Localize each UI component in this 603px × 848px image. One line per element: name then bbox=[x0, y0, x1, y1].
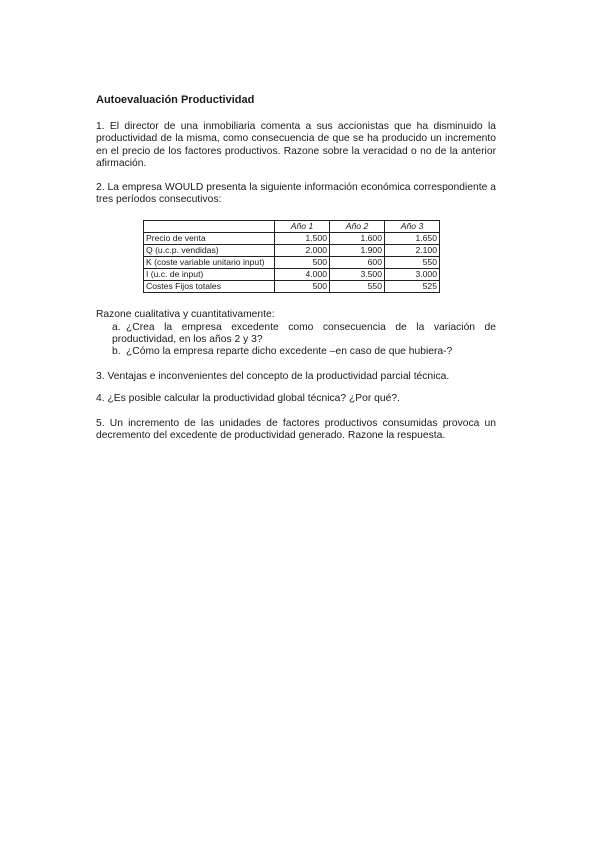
row-label: Precio de venta bbox=[144, 233, 275, 245]
table-cell: 550 bbox=[330, 281, 385, 293]
table-cell: 1.650 bbox=[385, 233, 440, 245]
table-cell: 550 bbox=[385, 257, 440, 269]
column-header: Año 2 bbox=[330, 221, 385, 233]
table-cell: 500 bbox=[275, 281, 330, 293]
question-1: 1. El director de una inmobiliaria comenta a sus accionistas que ha disminuido la productividad de la misma, como consecuencia de que se ha producido un incremento en el precio de los factores productivos. Razone sobre la veracidad o no de la anterior afirmación. bbox=[96, 121, 496, 170]
row-label: I (u.c. de input) bbox=[144, 269, 275, 281]
question-2a-text: ¿Crea la empresa excedente como consecuencia de la variación de productividad, en los años 2 y 3? bbox=[112, 322, 496, 346]
table-row bbox=[144, 257, 440, 269]
table-row bbox=[144, 281, 440, 293]
question-2b bbox=[112, 346, 496, 358]
table-row bbox=[144, 233, 440, 245]
table-cell: 525 bbox=[385, 281, 440, 293]
question-3: 3. Ventajas e inconvenientes del concepto de la productividad parcial técnica. bbox=[96, 371, 450, 382]
table-cell: 1.600 bbox=[330, 233, 385, 245]
question-2-intro: Razone cualitativa y cuantitativamente: bbox=[96, 309, 275, 320]
column-header: Año 3 bbox=[385, 221, 440, 233]
question-2b-text: ¿Cómo la empresa reparte dicho excedente –en caso de que hubiera-? bbox=[126, 346, 453, 357]
column-header: Año 1 bbox=[275, 221, 330, 233]
question-2a bbox=[112, 322, 496, 347]
table-cell: 2.100 bbox=[385, 245, 440, 257]
table-cell: 600 bbox=[330, 257, 385, 269]
table-cell: 3.500 bbox=[330, 269, 385, 281]
question-5: 5. Un incremento de las unidades de factores productivos consumidas provoca un decremento del excedente de productividad generado. Razone la respuesta. bbox=[96, 418, 496, 442]
table-cell: 3.000 bbox=[385, 269, 440, 281]
question-4: 4. ¿Es posible calcular la productividad global técnica? ¿Por qué?. bbox=[96, 393, 400, 404]
table-header-row bbox=[144, 221, 440, 233]
table-cell: 2.000 bbox=[275, 245, 330, 257]
table-corner-cell bbox=[144, 221, 275, 233]
row-label: K (coste variable unitario input) bbox=[144, 257, 275, 269]
list-marker: b. bbox=[112, 346, 121, 357]
row-label: Q (u.c.p. vendidas) bbox=[144, 245, 275, 257]
table-cell: 500 bbox=[275, 257, 330, 269]
table-cell: 1.500 bbox=[275, 233, 330, 245]
row-label: Costes Fijos totales bbox=[144, 281, 275, 293]
economic-data-table bbox=[143, 220, 440, 293]
table-row bbox=[144, 269, 440, 281]
list-marker: a. bbox=[112, 322, 121, 333]
table-row bbox=[144, 245, 440, 257]
table-cell: 4.000 bbox=[275, 269, 330, 281]
page-title: Autoevaluación Productividad bbox=[96, 94, 255, 106]
question-2: 2. La empresa WOULD presenta la siguiente información económica correspondiente a tres períodos consecutivos: bbox=[96, 182, 496, 206]
table-cell: 1.900 bbox=[330, 245, 385, 257]
